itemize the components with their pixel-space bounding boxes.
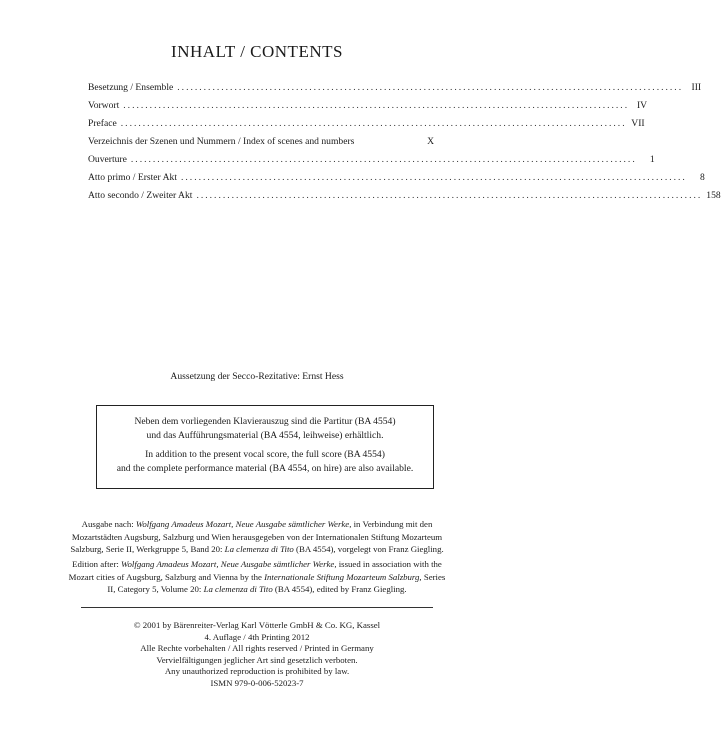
toc-entry-label: Verzeichnis der Szenen und Nummern / Index of scenes and numbers xyxy=(88,136,355,147)
toc-entry-page: 8 xyxy=(700,172,705,183)
source-en-opera: La clemenza di Tito xyxy=(203,584,273,594)
toc-leader-dots: ................................................................................................................... xyxy=(130,154,637,165)
toc-entry-label: Preface xyxy=(88,118,117,129)
imprint-copyright: © 2001 by Bärenreiter-Verlag Karl Vötterle GmbH & Co. KG, Kassel xyxy=(133,620,381,630)
toc-entry xyxy=(88,190,721,208)
toc-entry-label: Atto secondo / Zweiter Akt xyxy=(88,190,193,201)
toc-entry-page: 1 xyxy=(649,154,655,165)
source-en-mid: , issued in association with the Mozart cities of Augsburg, Salzburg and Vienna by the xyxy=(68,559,442,582)
copyright-imprint xyxy=(0,620,514,690)
imprint-printing: 4. Auflage / 4th Printing 2012 xyxy=(204,631,310,642)
toc-entry xyxy=(88,172,705,190)
imprint-reproduction-en: Any unauthorized reproduction is prohibited by law. xyxy=(164,666,350,677)
toc-entry-label: Vorwort xyxy=(88,100,120,111)
source-en-foundation: Internationale Stiftung Mozarteum Salzburg xyxy=(264,571,420,582)
divider-line xyxy=(81,607,433,608)
toc-entry xyxy=(88,136,434,154)
toc-entry xyxy=(88,118,645,136)
source-en-work: Wolfgang Amadeus Mozart, Neue Ausgabe sämtlicher Werke xyxy=(121,559,335,569)
toc-entry xyxy=(88,100,648,118)
imprint-reproduction-de: Vervielfältigungen jeglicher Art sind gesetzlich verboten. xyxy=(156,654,358,665)
toc-leader-dots: ................................................................................................................... xyxy=(196,190,703,201)
source-en-suffix: (BA 4554), edited by Franz Giegling. xyxy=(272,584,407,594)
toc-leader-dots: ................................................................................................................... xyxy=(123,100,630,111)
imprint-rights: Alle Rechte vorbehalten / All rights reserved / Printed in Germany xyxy=(140,643,374,654)
toc-entry-label: Ouverture xyxy=(88,154,127,165)
table-of-contents xyxy=(88,82,721,208)
recitative-credit: Aussetzung der Secco-Rezitative: Ernst Hess xyxy=(170,371,344,382)
page-title: INHALT / CONTENTS xyxy=(171,42,343,61)
source-note-german xyxy=(64,518,450,556)
toc-entry-page: VII xyxy=(631,118,645,129)
source-de-work: Wolfgang Amadeus Mozart, Neue Ausgabe sämtlicher Werke xyxy=(135,519,350,529)
toc-entry-page: X xyxy=(427,136,434,147)
notice-en-line-2: and the complete performance material (BA 4554, on hire) are also available. xyxy=(116,462,414,474)
toc-entry xyxy=(88,82,702,100)
notice-de-line-1: Neben dem vorliegenden Klavierauszug sind die Partitur (BA 4554) xyxy=(134,416,396,427)
source-de-suffix: (BA 4554), vorgelegt von Franz Giegling. xyxy=(293,544,444,554)
toc-entry xyxy=(88,154,655,172)
source-de-prefix: Ausgabe nach: xyxy=(81,519,136,529)
availability-notice-box xyxy=(96,405,434,489)
notice-en-line-1: In addition to the present vocal score, the full score (BA 4554) xyxy=(145,449,385,460)
source-en-mid2: , Series II, Category 5, Volume 20: xyxy=(107,571,446,594)
source-de-mid: , in Verbindung mit den Mozartstädten Augsburg, Salzburg und Wien herausgegeben von der Internationalen Stiftung Mozarteum Salzburg, Serie II, Werkgruppe 5, Band 20: xyxy=(70,519,443,554)
toc-leader-dots: ................................................................................................................... xyxy=(177,82,684,93)
toc-entry-page: III xyxy=(691,82,702,93)
toc-entry-label: Besetzung / Ensemble xyxy=(88,82,174,93)
toc-leader-dots: ................................................................................................................... xyxy=(181,172,687,183)
source-de-opera: La clemenza di Tito xyxy=(224,544,294,554)
toc-leader-dots: ................................................................................................................... xyxy=(120,118,627,129)
source-en-prefix: Edition after: xyxy=(72,559,122,569)
toc-entry-page: IV xyxy=(636,100,648,111)
toc-entry-label: Atto primo / Erster Akt xyxy=(88,172,177,183)
source-note-english xyxy=(64,558,450,596)
notice-de-line-2: und das Aufführungsmaterial (BA 4554, leihweise) erhältlich. xyxy=(146,429,384,441)
toc-entry-page: 158 xyxy=(706,190,721,201)
imprint-ismn: ISMN 979-0-006-52023-7 xyxy=(210,677,304,688)
